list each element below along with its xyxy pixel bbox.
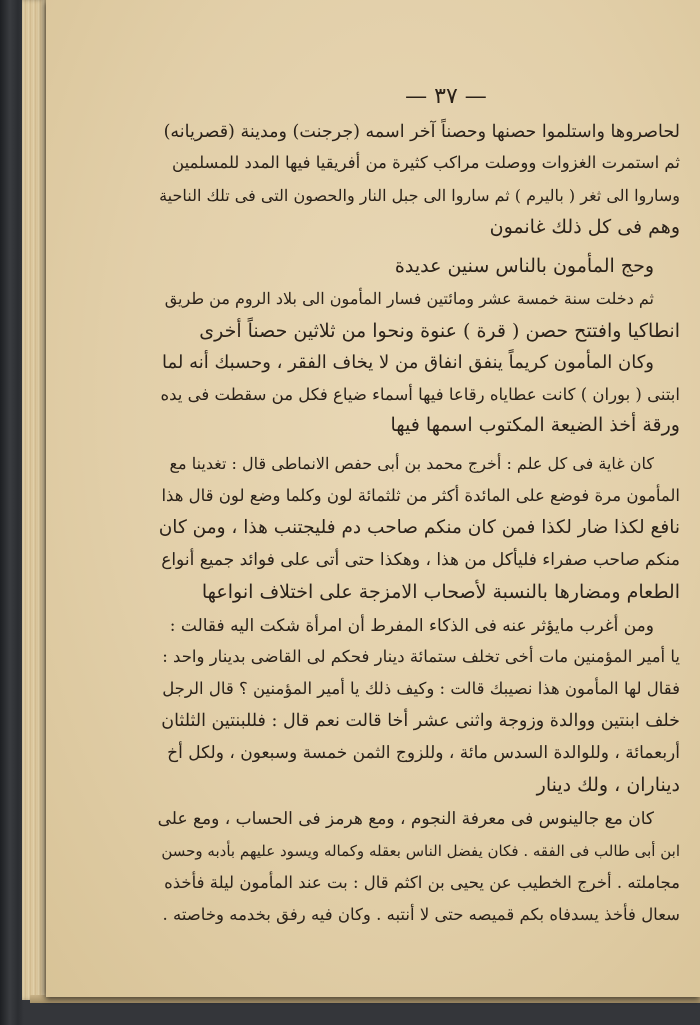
text-line: ابتنى ( بوران ) كانت عطاياه رقاعا فيها أسماء ضياع فكل من سقطت فى يده	[160, 385, 680, 404]
text-line: فقال لها المأمون هذا نصيبك قالت : وكيف ذلك يا أمير المؤمنين ؟ قال الرجل	[162, 679, 680, 698]
text-line: وساروا الى ثغر ( باليرم ) ثم ساروا الى جبل النار والحصون التى فى تلك الناحية	[159, 186, 680, 205]
book-page	[46, 0, 700, 997]
text-line: لحاصروها واستلموا حصنها وحصناً آخر اسمه (جرجنت) ومدينة (قصريانه)	[163, 122, 680, 142]
text-line: ومن أغرب مايؤثر عنه فى الذكاء المفرط أن امرأة شكت اليه فقالت :	[169, 616, 654, 636]
text-line: وكان المأمون كريماً ينفق انفاق من لا يخاف الفقر ، وحسبك أنه لما	[161, 352, 654, 373]
text-line: أربعمائة ، وللوالدة السدس مائة ، وللزوج الثمن خمسة وسبعون ، ولكل أخ	[167, 743, 680, 763]
text-line: ثم استمرت الغزوات ووصلت مراكب كثيرة من أفريقيا فيها المدد للمسلمين	[172, 153, 680, 172]
text-line: كان غاية فى كل علم : أخرج محمد بن أبى حفص الانماطى قال : تغدينا مع	[169, 454, 654, 473]
text-line: سعال فأخذ يسدفاه بكم قميصه حتى لا أنتبه . وكان فيه رفق بخدمه وخاصته .	[162, 905, 680, 924]
text-line: المأمون مرة فوضع على المائدة أكثر من ثلثمائة لون وكلما وضع لون قال هذا	[161, 486, 680, 505]
text-line: ابن أبى طالب فى الفقه . فكان يفضل الناس بعقله وكماله ويسود عليهم بأدبه وحسن	[161, 842, 680, 860]
page-number: — ٣٧ —	[405, 84, 487, 109]
text-line: الطعام ومضارها بالنسبة لأصحاب الامزجة على اختلاف انواعها	[201, 581, 680, 603]
text-line: منكم صاحب صفراء فليأكل من هذا ، وهكذا حتى أتى على فوائد جميع أنواع	[161, 550, 680, 570]
text-line: وهم فى كل ذلك غانمون	[489, 216, 680, 238]
text-line: ثم دخلت سنة خمسة عشر ومائتين فسار المأمون الى بلاد الروم من طريق	[164, 289, 654, 308]
text-line: مجاملته . أخرج الخطيب عن يحيى بن اكثم قال : بت عند المأمون ليلة فأخذه	[164, 873, 680, 892]
text-line: ديناران ، ولك دينار	[536, 774, 680, 796]
text-line: ورقة أخذ الضيعة المكتوب اسمها فيها	[390, 414, 680, 436]
text-line: وحج المأمون بالناس سنين عديدة	[394, 255, 654, 277]
text-line: انطاكيا وافتتح حصن ( قرة ) عنوة ونحوا من ثلاثين حصناً أخرى	[199, 320, 680, 342]
text-line: كان مع جالينوس فى معرفة النجوم ، ومع هرمز فى الحساب ، ومع على	[157, 809, 654, 829]
text-line: يا أمير المؤمنين مات أخى تخلف ستمائة دينار فحكم لى القاضى بدينار واحد :	[162, 647, 680, 666]
text-line: نافع لكذا ضار لكذا فمن كان منكم صاحب دم فليجتنب هذا ، ومن كان	[158, 517, 680, 538]
text-line: خلف ابنتين ووالدة وزوجة واثنى عشر أخا قالت نعم قال : فللبنتين الثلثان	[161, 711, 680, 731]
